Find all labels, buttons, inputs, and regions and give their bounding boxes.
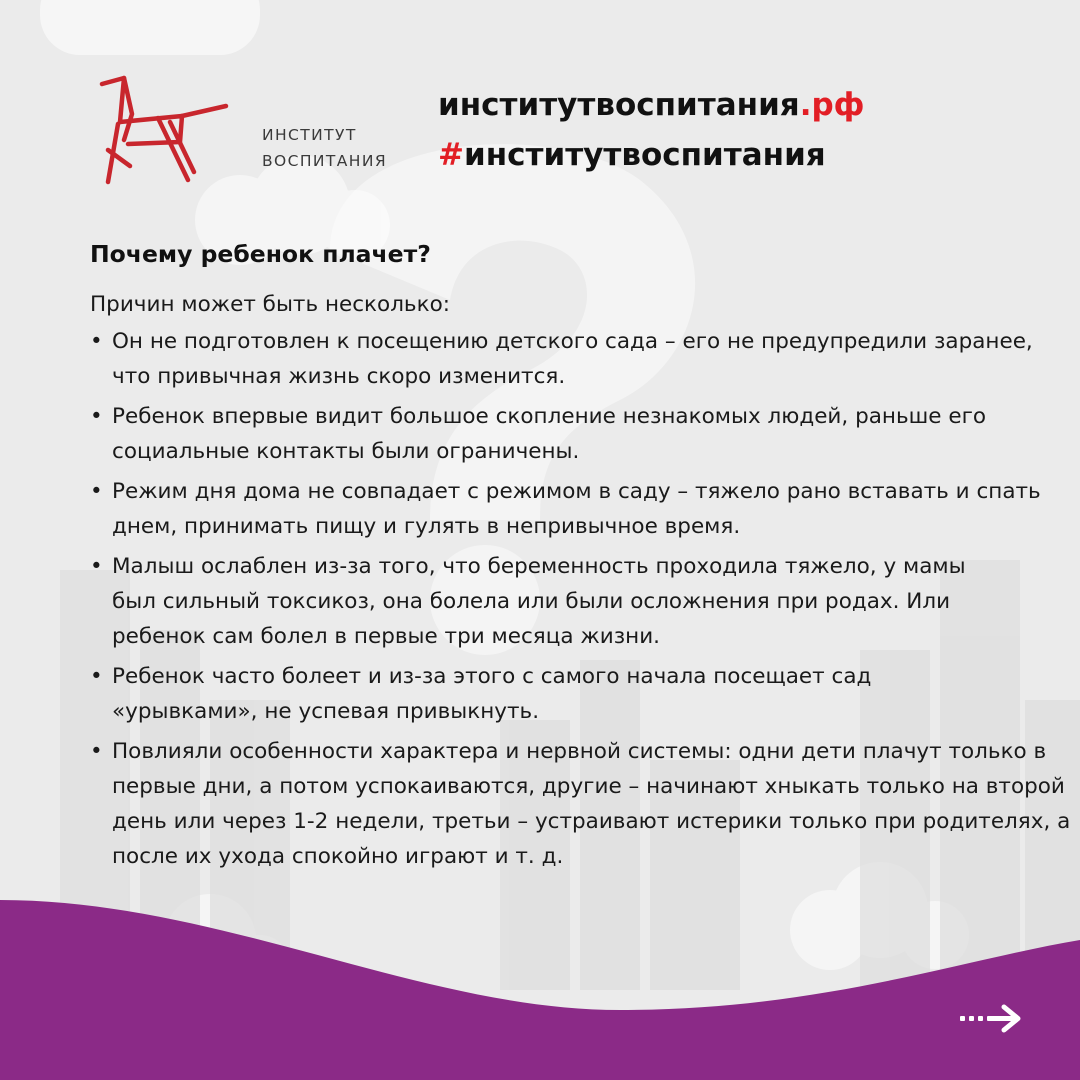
hashtag-text: институтвоспитания bbox=[463, 137, 826, 173]
reason-text: Он не подготовлен к посещению детского сада – его не предупредили заранее, что привычная жизнь скоро изменится. bbox=[112, 329, 1033, 389]
bullet: • bbox=[90, 479, 103, 504]
article-title: Почему ребенок плачет? bbox=[90, 240, 431, 268]
chair-horse-logo-icon bbox=[98, 72, 230, 186]
bullet: • bbox=[90, 664, 103, 689]
reason-text: Режим дня дома не совпадает с режимом в саду – тяжело рано вставать и спать днем, принимать пищу и гулять в непривычное время. bbox=[112, 479, 1041, 539]
hashtag-link[interactable] bbox=[438, 130, 864, 180]
reason-item bbox=[90, 324, 1052, 394]
institute-logo bbox=[98, 72, 398, 192]
site-link[interactable] bbox=[438, 80, 864, 130]
reason-item bbox=[90, 659, 942, 729]
article-intro: Причин может быть несколько: bbox=[90, 292, 450, 317]
reason-item bbox=[90, 399, 1052, 469]
header-links bbox=[438, 80, 864, 180]
article bbox=[90, 236, 1071, 879]
bullet: • bbox=[90, 404, 103, 429]
reason-item bbox=[90, 549, 992, 654]
reason-text: Повлияли особенности характера и нервной системы: одни дети плачут только в первые дни, а потом успокаиваются, другие – начинают хныкать только на второй день или через 1-2 недели, третьи – устраивают истерики только при родителях, а после их ухода спокойно играют и т. д. bbox=[112, 739, 1071, 869]
hashtag-symbol: # bbox=[438, 137, 464, 173]
bullet: • bbox=[90, 329, 103, 354]
bullet: • bbox=[90, 554, 103, 579]
reason-item bbox=[90, 734, 1072, 874]
reason-text: Ребенок часто болеет и из-за этого с самого начала посещает сад «урывками», не успевая привыкнуть. bbox=[112, 664, 872, 724]
reason-text: Ребенок впервые видит большое скопление незнакомых людей, раньше его социальные контакты были ограничены. bbox=[112, 404, 987, 464]
reason-text: Малыш ослаблен из-за того, что беременность проходила тяжело, у мамы был сильный токсикоз, она болела или были осложнения при родах. Или ребенок сам болел в первые три месяца жизни. bbox=[112, 554, 966, 649]
site-domain: институтвоспитания bbox=[438, 87, 800, 123]
reasons-list bbox=[90, 324, 1071, 874]
logo-line-1: ИНСТИТУТ bbox=[262, 126, 357, 144]
dotted-arrow-right-icon[interactable] bbox=[958, 1002, 1028, 1036]
logo-wordmark bbox=[262, 122, 387, 174]
site-tld: .рф bbox=[799, 87, 865, 123]
reason-item bbox=[90, 474, 1062, 544]
logo-line-2: ВОСПИТАНИЯ bbox=[262, 152, 387, 170]
bullet: • bbox=[90, 739, 103, 764]
